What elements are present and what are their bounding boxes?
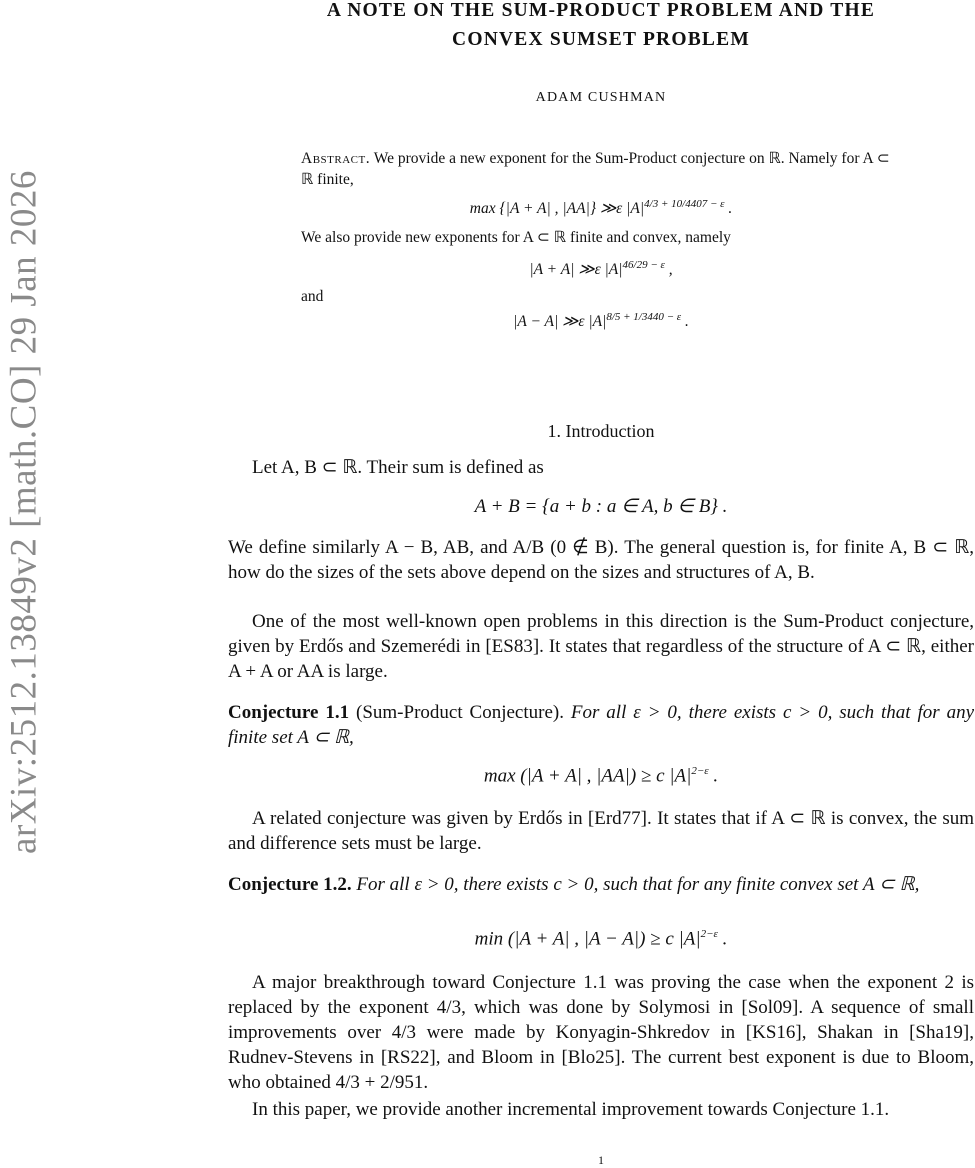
abstract-eq-3-body: |A − A| ≫ε |A| [513, 313, 607, 331]
abstract-text-1: We provide a new exponent for the Sum-Product conjecture on ℝ. Namely for A ⊂ ℝ finite, [301, 150, 890, 188]
abstract-eq-2-exp: 46/29 − ε [622, 259, 665, 271]
abstract-eq-3-exp: 8/5 + 1/3440 − ε [606, 311, 682, 323]
conjecture-1-1-name: (Sum-Product Conjecture). [356, 702, 564, 723]
abstract-eq-2-body: |A + A| ≫ε |A| [529, 261, 623, 279]
abstract-eq-1-body: max {|A + A| , |AA|} ≫ε |A| [469, 200, 645, 218]
conjecture-1-1-text: For all ε > 0, there exists c > 0, such that for any finite set A ⊂ ℝ, [228, 702, 974, 748]
conjecture-1-2-text: For all ε > 0, there exists c > 0, such that for any finite convex set A ⊂ ℝ, [356, 874, 920, 895]
title-line-2: CONVEX SUMSET PROBLEM [452, 29, 750, 50]
conjecture-1-1 [228, 700, 974, 750]
paper-title [228, 0, 974, 54]
section-heading: 1. Introduction [547, 421, 655, 441]
sum-equation: A + B = {a + b : a ∈ A, b ∈ B} . [474, 496, 728, 517]
conjecture-1-2-eq-exp: 2−ε [700, 928, 718, 940]
author: ADAM CUSHMAN [535, 90, 667, 105]
abstract-eq-2: |A + A| ≫ε $|A|^{46/29 - \varepsilon}$ , [529, 259, 673, 279]
conjecture-1-2 [228, 872, 974, 897]
arxiv-id: arXiv:2512.13849v2 [math.CO] 29 Jan 2026 [3, 170, 45, 854]
abstract-eq-1: max {|A + A| , |AA|} ≫ε $|A|^{4/3 + 10/4407 - \varepsilon}$ . [469, 198, 733, 218]
arxiv-stamp [0, 0, 48, 1165]
paragraph-6: In this paper, we provide another incremental improvement towards Conjecture 1.1. [252, 1099, 890, 1120]
paragraph-3: One of the most well-known open problems in this direction is the Sum-Product conjecture, given by Erdős and Szemerédi in [ES83]. It states that regardless of the structure of A ⊂ ℝ, either A + A or AA is large. [228, 611, 974, 682]
conjecture-1-1-eq-body: max (|A + A| , |AA|) ≥ c |A| [483, 765, 692, 787]
page-number: 1 [598, 1153, 604, 1167]
conjecture-1-2-equation: min (|A + A| , |A − A|) ≥ c $|A|^{2-\varepsilon}$ . [474, 928, 728, 950]
conjecture-1-1-eq-exp: 2−ε [691, 765, 709, 777]
conjecture-1-1-label: Conjecture 1.1 [228, 702, 350, 723]
title-line-1: A NOTE ON THE SUM-PRODUCT PROBLEM AND THE [326, 0, 876, 21]
paragraph-2: We define similarly A − B, AB, and A/B (0 ∉ B). The general question is, for finite A, B ⊂ ℝ, how do the sizes of the sets above depend on the sizes and structures of A, B. [228, 537, 974, 583]
paragraph-1: Let A, B ⊂ ℝ. Their sum is defined as [252, 457, 544, 478]
abstract-text-3: and [301, 288, 324, 305]
abstract-eq-1-exp: 4/3 + 10/4407 − ε [644, 198, 725, 210]
paragraph-5: A major breakthrough toward Conjecture 1.1 was proving the case when the exponent 2 is replaced by the exponent 4/3, which was done by Solymosi in [Sol09]. A sequence of small improvements over 4/3 were made by Konyagin-Shkredov in [KS16], Shakan in [Sha19], Rudnev-Stevens in [RS22], and Bloom in [Blo25]. The current best exponent is due to Bloom, who obtained 4/3 + 2/951. [228, 972, 974, 1093]
abstract-label: Abstract. [301, 150, 371, 167]
paragraph-4: A related conjecture was given by Erdős in [Erd77]. It states that if A ⊂ ℝ is convex, the sum and difference sets must be large. [228, 808, 974, 854]
abstract [301, 148, 901, 190]
conjecture-1-2-eq-body: min (|A + A| , |A − A|) ≥ c |A| [474, 928, 701, 950]
abstract-eq-3: |A − A| ≫ε $|A|^{8/5 + 1/3440 - \varepsilon}$ . [513, 311, 689, 331]
conjecture-1-2-label: Conjecture 1.2. [228, 874, 352, 895]
conjecture-1-1-equation: max (|A + A| , |AA|) ≥ c $|A|^{2-\varepsilon}$ . [483, 765, 719, 787]
abstract-text-2: We also provide new exponents for A ⊂ ℝ finite and convex, namely [301, 229, 731, 246]
